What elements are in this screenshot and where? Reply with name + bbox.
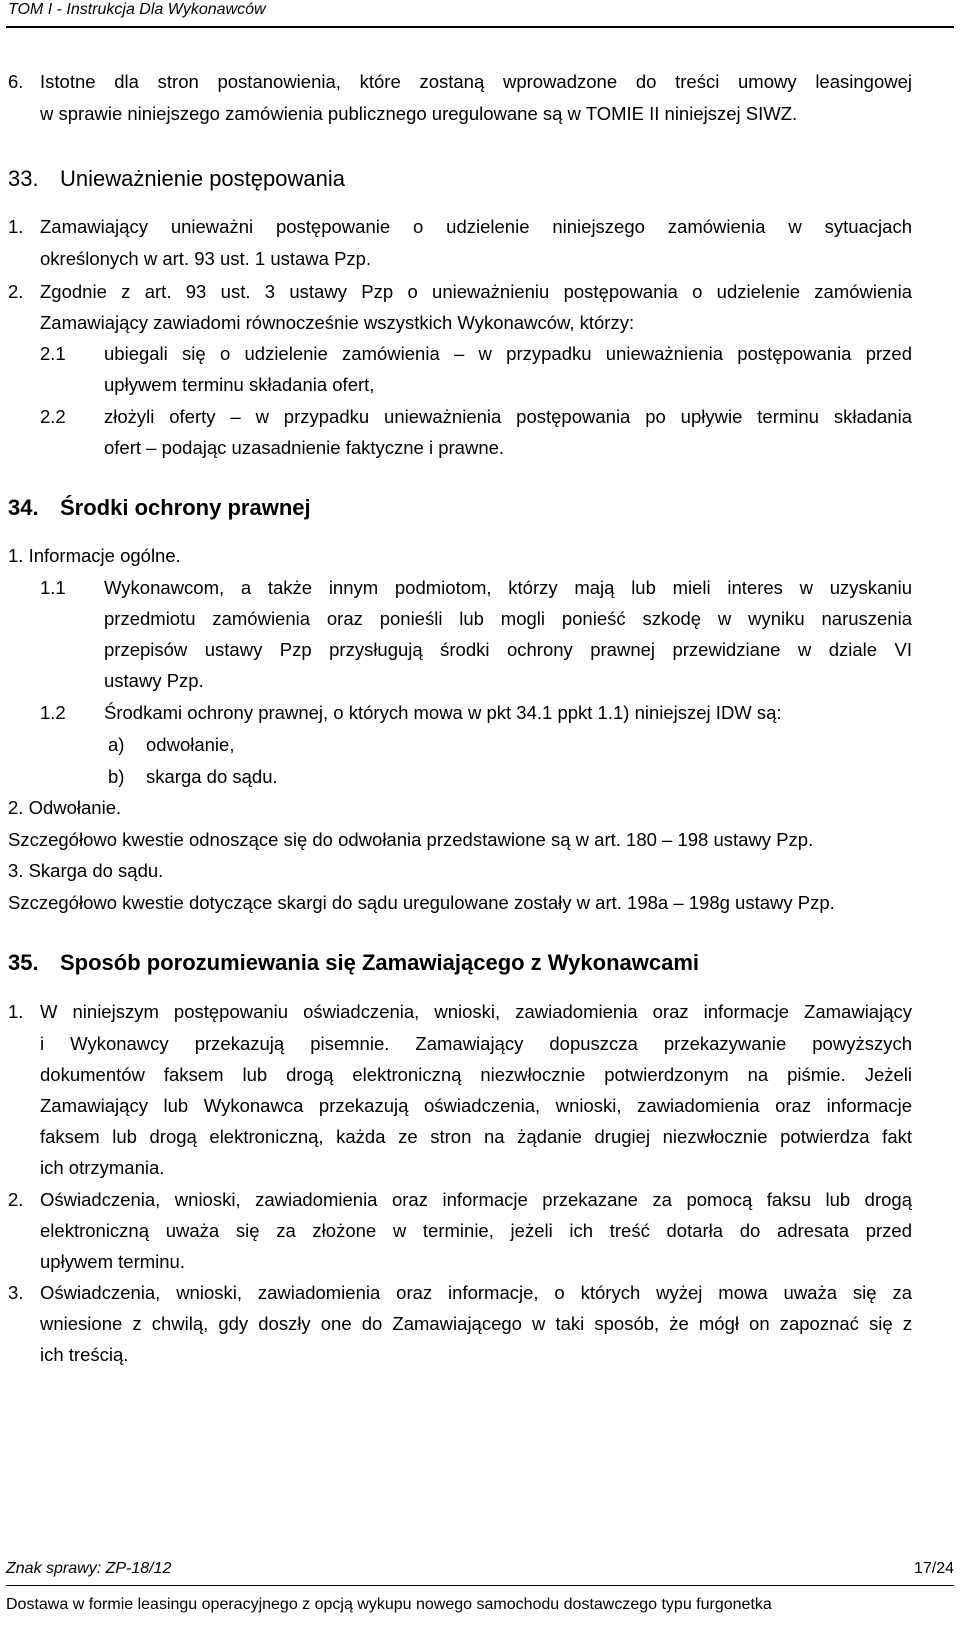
section-number: 33. [8, 166, 39, 191]
section-heading: Unieważnienie postępowania [60, 166, 345, 191]
list-item: odwołanie, [146, 734, 235, 755]
paragraph-line: faksem lub drogą elektroniczną, każda ze stron na żądanie drugiej niezwłocznie potwierdza fakt [40, 1126, 912, 1147]
section-heading: Sposób porozumiewania się Zamawiającego z Wykonawcami [60, 950, 699, 975]
item-number: 6. [8, 71, 24, 92]
item-number: 2.1 [40, 343, 66, 364]
paragraph-line: w sprawie niniejszego zamówienia publicznego uregulowane są w TOMIE II niniejszej SIWZ. [40, 103, 798, 124]
paragraph-line: i Wykonawcy przekazują pisemnie. Zamawiający dopuszcza przekazywanie powyższych [40, 1033, 912, 1054]
paragraph-line: Zamawiający zawiadomi równocześnie wszystkich Wykonawców, którzy: [40, 312, 635, 333]
header-title: TOM I - Instrukcja Dla Wykonawców [8, 1, 266, 18]
paragraph-line: dokumentów faksem lub drogą elektroniczną niezwłocznie potwierdzonym na piśmie. Jeżeli [40, 1064, 912, 1085]
paragraph-line: Zamawiający unieważni postępowanie o udzielenie niniejszego zamówienia w sytuacjach [40, 216, 912, 237]
paragraph-line: ofert – podając uzasadnienie faktyczne i prawne. [104, 437, 505, 458]
list-marker: b) [108, 766, 125, 787]
subsection-title: 1. Informacje ogólne. [8, 545, 181, 566]
paragraph-line: elektroniczną uważa się za złożone w terminie, jeżeli ich treść dotarła do adresata przed [40, 1220, 912, 1241]
paragraph-line: upływem terminu. [40, 1251, 185, 1272]
subsection-title: 3. Skarga do sądu. [8, 860, 164, 881]
paragraph-line: Istotne dla stron postanowienia, które zostaną wprowadzone do treści umowy leasingowej [40, 71, 912, 92]
footer-divider [6, 1585, 954, 1586]
section-number: 35. [8, 950, 39, 975]
item-number: 1. [8, 216, 24, 237]
paragraph-line: ustawy Pzp. [104, 670, 204, 691]
paragraph-line: Szczegółowo kwestie dotyczące skargi do sądu uregulowane zostały w art. 198a – 198g ustawy Pzp. [8, 892, 835, 913]
paragraph-line: W niniejszym postępowaniu oświadczenia, wnioski, zawiadomienia oraz informacje Zamawiający [40, 1001, 912, 1022]
list-marker: a) [108, 734, 125, 755]
paragraph-line: Zgodnie z art. 93 ust. 3 ustawy Pzp o unieważnieniu postępowania o udzielenie zamówienia [40, 281, 912, 302]
item-number: 1.1 [40, 577, 66, 598]
paragraph-line: Zamawiający lub Wykonawca przekazują oświadczenia, wnioski, zawiadomienia oraz informacje [40, 1095, 912, 1116]
footer-case-number: Znak sprawy: ZP-18/12 [6, 1560, 172, 1577]
item-number: 1. [8, 1001, 24, 1022]
paragraph-line: przedmiotu zamówienia oraz ponieśli lub mogli ponieść szkodę w wyniku naruszenia [104, 608, 912, 629]
page-header [6, 0, 954, 28]
paragraph-line: ubiegali się o udzielenie zamówienia – w przypadku unieważnienia postępowania przed [104, 343, 912, 364]
paragraph-line: Wykonawcom, a także innym podmiotom, którzy mają lub mieli interes w uzyskaniu [104, 577, 912, 598]
paragraph-line: ich treścią. [40, 1344, 129, 1365]
section-heading: Środki ochrony prawnej [60, 495, 311, 520]
item-number: 3. [8, 1282, 24, 1303]
item-number: 2. [8, 1189, 24, 1210]
item-number: 2. [8, 281, 24, 302]
footer-description: Dostawa w formie leasingu operacyjnego z opcją wykupu nowego samochodu dostawczego typu furgonetka [6, 1596, 772, 1613]
paragraph-line: określonych w art. 93 ust. 1 ustawa Pzp. [40, 248, 372, 269]
subsection-title: 2. Odwołanie. [8, 797, 122, 818]
list-item: skarga do sądu. [146, 766, 278, 787]
section-number: 34. [8, 495, 39, 520]
footer-page-number: 17/24 [913, 1560, 954, 1577]
item-number: 1.2 [40, 702, 66, 723]
paragraph-line: Środkami ochrony prawnej, o których mowa w pkt 34.1 ppkt 1.1) niniejszej IDW są: [104, 702, 782, 723]
paragraph-line: złożyli oferty – w przypadku unieważnienia postępowania po upływie terminu składania [104, 406, 912, 427]
paragraph-line: wniesione z chwilą, gdy doszły one do Zamawiającego w taki sposób, że mógł on zapoznać się z [40, 1313, 912, 1334]
paragraph-line: Oświadczenia, wnioski, zawiadomienia oraz informacje przekazane za pomocą faksu lub drogą [40, 1189, 912, 1210]
item-number: 2.2 [40, 406, 66, 427]
paragraph-line: ich otrzymania. [40, 1157, 165, 1178]
paragraph-line: Oświadczenia, wnioski, zawiadomienia oraz informacje, o których wyżej mowa uważa się za [40, 1282, 912, 1303]
paragraph-line: przepisów ustawy Pzp przysługują środki ochrony prawnej przewidziane w dziale VI [104, 639, 912, 660]
paragraph-line: upływem terminu składania ofert, [104, 374, 375, 395]
paragraph-line: Szczegółowo kwestie odnoszące się do odwołania przedstawione są w art. 180 – 198 ustawy Pzp. [8, 829, 814, 850]
